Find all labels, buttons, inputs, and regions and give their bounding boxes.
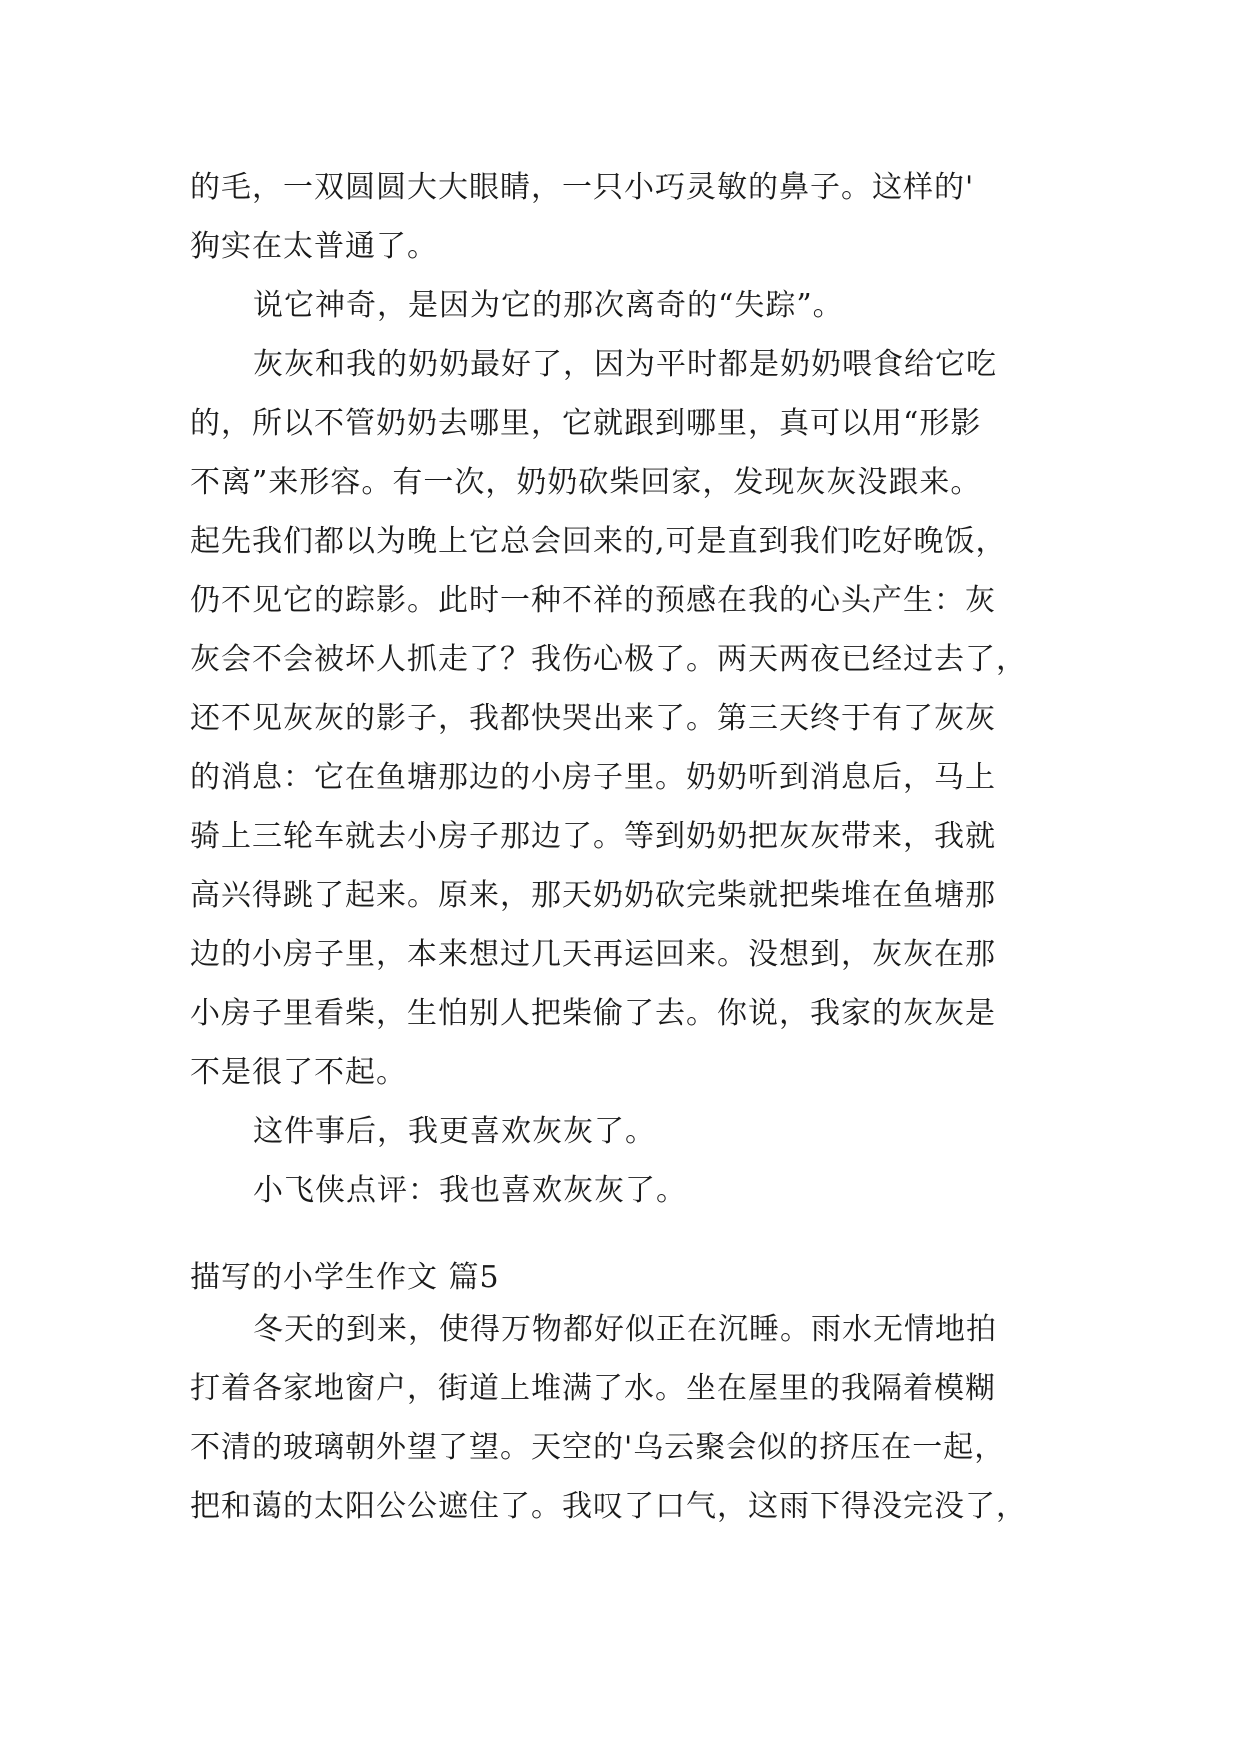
- text-line: 仍不见它的踪影。此时一种不祥的预感在我的心头产生：灰: [190, 583, 996, 618]
- essay-body-part2: [190, 1300, 1050, 1536]
- comment-line: 小飞侠点评：我也喜欢灰灰了。: [253, 1173, 687, 1208]
- text-line: 狗实在太普通了。: [190, 229, 438, 264]
- text-line: 高兴得跳了起来。原来，那天奶奶砍完柴就把柴堆在鱼塘那: [190, 878, 996, 913]
- text-line: 不是很了不起。: [190, 1055, 407, 1090]
- text-line: 打着各家地窗户，街道上堆满了水。坐在屋里的我隔着模糊: [190, 1371, 996, 1406]
- text-line: 不清的玻璃朝外望了望。天空的'乌云聚会似的挤压在一起，: [190, 1430, 1006, 1465]
- text-line: 边的小房子里，本来想过几天再运回来。没想到，灰灰在那: [190, 937, 996, 972]
- text-line: 灰会不会被坏人抓走了？我伤心极了。两天两夜已经过去了，: [190, 642, 1027, 677]
- paragraph-start-line: 说它神奇，是因为它的那次离奇的“失踪”。: [253, 288, 844, 323]
- text-line: 的，所以不管奶奶去哪里，它就跟到哪里，真可以用“形影: [190, 406, 982, 441]
- paragraph-start-line: 这件事后，我更喜欢灰灰了。: [253, 1114, 656, 1149]
- text-line: 不离”来形容。有一次，奶奶砍柴回家，发现灰灰没跟来。: [190, 465, 982, 500]
- text-line: 的毛，一双圆圆大大眼睛，一只小巧灵敏的鼻子。这样的': [190, 170, 975, 205]
- essay-body-part1: [190, 158, 1050, 1220]
- paragraph-start-line: 冬天的到来，使得万物都好似正在沉睡。雨水无情地拍: [253, 1312, 997, 1347]
- text-line: 还不见灰灰的影子，我都快哭出来了。第三天终于有了灰灰: [190, 701, 996, 736]
- text-line: 起先我们都以为晚上它总会回来的,可是直到我们吃好晚饭，: [190, 524, 1007, 559]
- text-line: 骑上三轮车就去小房子那边了。等到奶奶把灰灰带来，我就: [190, 819, 996, 854]
- text-line: 小房子里看柴，生怕别人把柴偷了去。你说，我家的灰灰是: [190, 996, 996, 1031]
- section-heading: 描写的小学生作文 篇5: [190, 1260, 500, 1295]
- text-line: 把和蔼的太阳公公遮住了。我叹了口气，这雨下得没完没了，: [190, 1489, 1027, 1524]
- text-line: 的消息：它在鱼塘那边的小房子里。奶奶听到消息后，马上: [190, 760, 996, 795]
- paragraph-start-line: 灰灰和我的奶奶最好了，因为平时都是奶奶喂食给它吃: [253, 347, 997, 382]
